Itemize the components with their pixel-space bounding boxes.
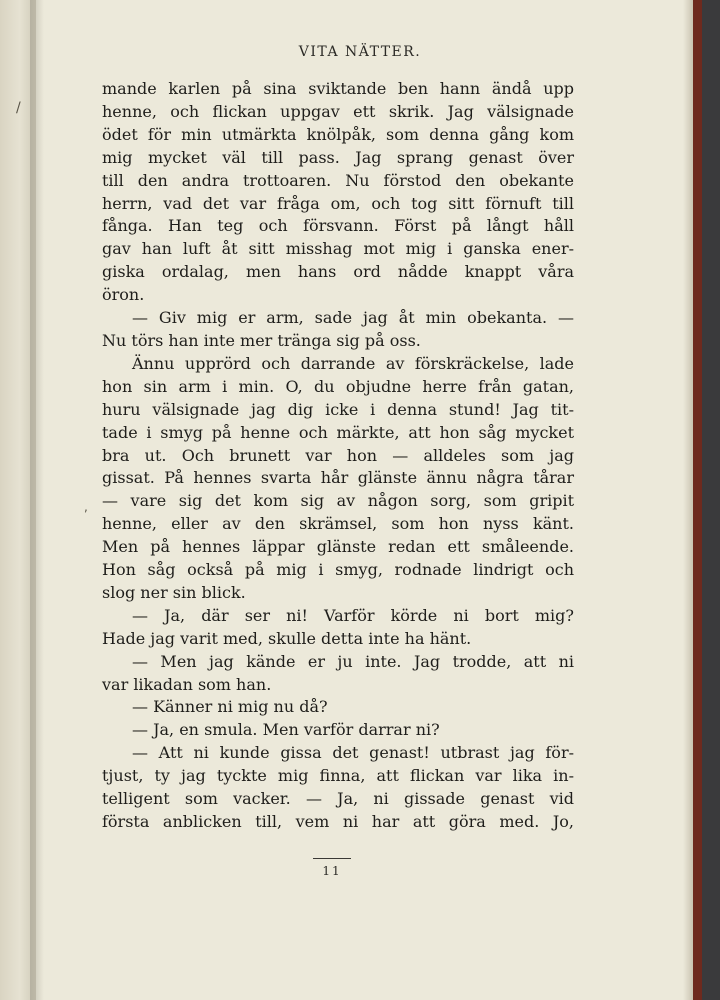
text-line: — Känner ni mig nu då? (132, 697, 328, 717)
text-line: giska ordalag, men hans ord nådde knappt våra (102, 262, 574, 282)
text-line: fånga. Han teg och försvann. Först på långt håll (102, 216, 574, 236)
running-header: VITA NÄTTER. (298, 44, 422, 60)
text-line: Nu törs han inte mer tränga sig på oss. (102, 330, 421, 350)
text-line: slog ner sin blick. (102, 582, 246, 602)
text-line: mig mycket väl till pass. Jag sprang genast över (102, 147, 574, 167)
text-line: Hon såg också på mig i smyg, rodnade lindrigt och (102, 560, 574, 580)
text-line: — vare sig det kom sig av någon sorg, som gripit (102, 491, 574, 511)
text-line: gissat. På hennes svarta hår glänste ännu några tårar (102, 468, 574, 488)
text-line: ödet för min utmärkta knölpåk, som denna gång kom (102, 124, 574, 144)
page-number: 11 (322, 864, 342, 878)
text-line: mande karlen på sina sviktande ben hann ändå upp (102, 79, 574, 98)
text-line: tade i smyg på henne och märkte, att hon såg mycket (102, 422, 574, 442)
text-line: gav han luft åt sitt misshag mot mig i ganska ener- (102, 239, 574, 259)
text-line: till den andra trottoaren. Nu förstod den obekante (102, 170, 574, 190)
text-line: öron. (102, 285, 145, 305)
text-line: — Ja, en smula. Men varför darrar ni? (132, 720, 440, 740)
text-line: var likadan som han. (102, 674, 272, 694)
page-right-edge (683, 0, 693, 1000)
text-line: Men på hennes läppar glänste redan ett småleende. (102, 537, 574, 557)
text-line: telligent som vacker. — Ja, ni gissade genast vid (102, 789, 574, 809)
book-cover-spine (693, 0, 702, 1000)
text-line: henne, och flickan uppgav ett skrik. Jag välsignade (102, 101, 574, 121)
text-line: — Giv mig er arm, sade jag åt min obekanta. — (132, 308, 574, 328)
margin-tick-mark: , (84, 500, 88, 514)
text-line: — Ja, där ser ni! Varför körde ni bort mig? (132, 605, 574, 625)
text-line: — Men jag kände er ju inte. Jag trodde, att ni (132, 651, 574, 671)
text-line: herrn, vad det var fråga om, och tog sitt förnuft till (102, 193, 574, 213)
text-line: hon sin arm i min. O, du objudne herre från gatan, (102, 376, 574, 396)
body-text (102, 78, 574, 834)
margin-tick-mark: / (16, 100, 21, 116)
book-cover (702, 0, 720, 1000)
text-line: henne, eller av den skrämsel, som hon nyss känt. (102, 514, 574, 534)
text-line: huru välsignade jag dig icke i denna stund! Jag tit- (102, 399, 574, 419)
folio-rule (313, 858, 351, 859)
book-gutter (30, 0, 44, 1000)
text-line: — Att ni kunde gissa det genast! utbrast jag för- (132, 743, 574, 763)
text-line: Hade jag varit med, skulle detta inte ha hänt. (102, 628, 472, 648)
text-line: Ännu upprörd och darrande av förskräckelse, lade (132, 353, 574, 373)
text-line: första anblicken till, vem ni har att göra med. Jo, (102, 812, 574, 831)
text-line: bra ut. Och brunett var hon — alldeles som jag (102, 445, 574, 465)
text-line: tjust, ty jag tyckte mig finna, att flickan var lika in- (102, 766, 574, 786)
